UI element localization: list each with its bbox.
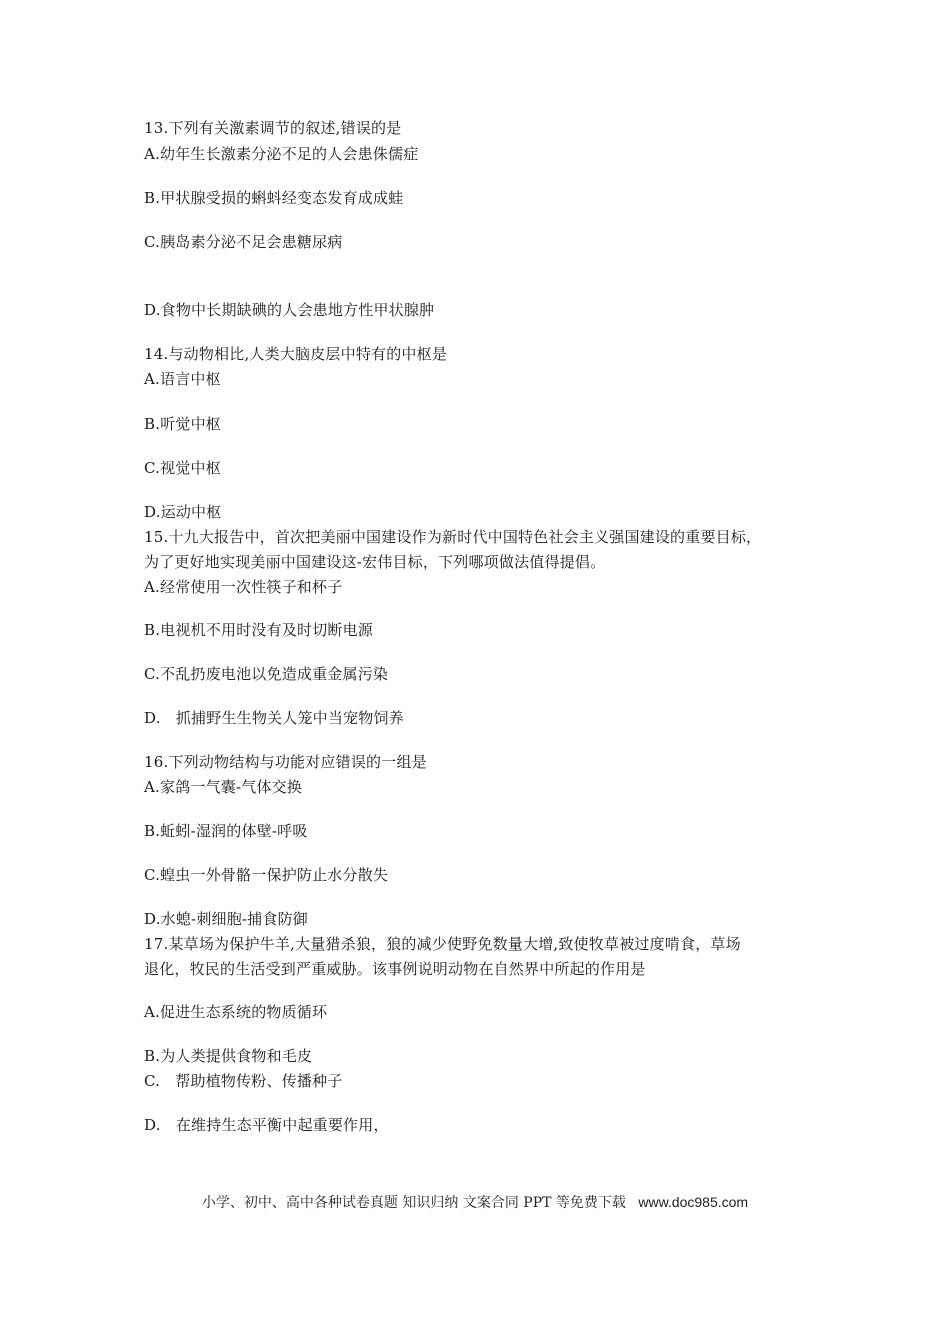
- question-17-option-c: C. 帮助植物传粉、传播种子: [144, 1072, 343, 1090]
- question-14-option-c: C.视觉中枢: [144, 459, 221, 477]
- question-13-option-d: D.食物中长期缺碘的人会患地方性甲状腺肿: [144, 301, 435, 319]
- question-15-stem-line-1: 15.十九大报告中，首次把美丽中国建设作为新时代中国特色社会主义强国建设的重要目标，: [144, 528, 762, 546]
- question-16-option-b: B.蚯蚓-湿润的体壁-呼吸: [144, 822, 308, 840]
- question-15-option-d: D. 抓捕野生生物关人笼中当宠物饲养: [144, 709, 404, 727]
- question-13-stem: 13.下列有关激素调节的叙述,错误的是: [144, 119, 402, 137]
- footer-text: 小学、初中、高中各种试卷真题 知识归纳 文案合同 PPT 等免费下载: [201, 1195, 626, 1211]
- question-15-stem-line-2: 为了更好地实现美丽中国建设这-宏伟目标，下列哪项做法值得提倡。: [144, 553, 606, 571]
- question-16-option-d: D.水螅-刺细胞-捕食防御: [144, 910, 308, 928]
- footer-url-link[interactable]: www.doc985.com: [638, 1194, 749, 1210]
- question-15-option-a: A.经常使用一次性筷子和杯子: [144, 578, 343, 596]
- question-17-option-a: A.促进生态系统的物质循环: [144, 1003, 328, 1021]
- question-14-option-d: D.运动中枢: [144, 503, 222, 521]
- question-17-option-b: B.为人类提供食物和毛皮: [144, 1047, 313, 1065]
- question-13-option-a: A.幼年生长激素分泌不足的人会患侏儒症: [144, 145, 419, 163]
- question-17-stem-line-2: 退化，牧民的生活受到严重威胁。该事例说明动物在自然界中所起的作用是: [144, 960, 646, 978]
- question-14-option-b: B.听觉中枢: [144, 415, 221, 433]
- question-13-option-b: B.甲状腺受损的蝌蚪经变态发育成成蛙: [144, 189, 404, 207]
- question-13-option-c: C.胰岛素分泌不足会患糖尿病: [144, 233, 343, 251]
- question-14-option-a: A.语言中枢: [144, 370, 221, 388]
- question-15-option-b: B.电视机不用时没有及时切断电源: [144, 621, 373, 639]
- question-16-stem: 16.下列动物结构与功能对应错误的一组是: [144, 753, 427, 771]
- question-14-stem: 14.与动物相比,人类大脑皮层中特有的中枢是: [144, 345, 448, 363]
- question-16-option-a: A.家鸽一气囊-气体交换: [144, 778, 303, 796]
- page-footer: [0, 1192, 950, 1213]
- question-17-stem-line-1: 17.某草场为保护牛羊,大量猎杀狼，狼的减少使野免数量大增,致使牧草被过度啃食，草场: [144, 935, 741, 953]
- question-17-option-d: D. 在维持生态平衡中起重要作用，: [144, 1116, 389, 1134]
- question-15-option-c: C.不乱扔废电池以免造成重金属污染: [144, 665, 389, 683]
- question-16-option-c: C.蝗虫一外骨骼一保护防止水分散失: [144, 866, 389, 884]
